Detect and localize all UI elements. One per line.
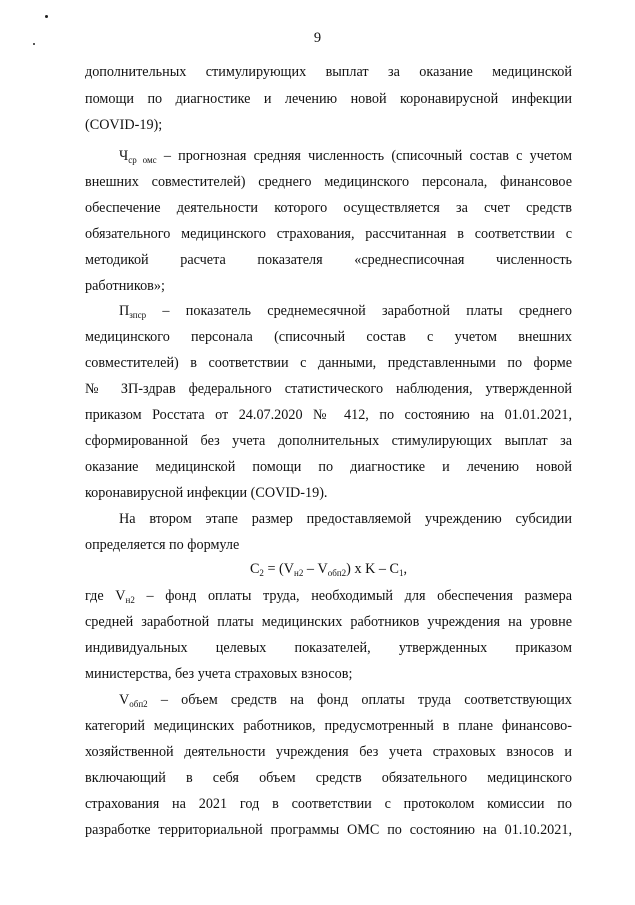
text-line: На втором этапе размер предоставляемой учреждению субсидии [119,511,572,527]
text-line: $Ч_{ср омс}$ – прогнозная средняя численность (списочный состав с учетом [119,148,572,165]
text-line: хозяйственной деятельности учреждения без учета страховых взносов и [85,744,572,760]
text-line: средней заработной платы медицинских работников учреждения на уровне [85,614,572,630]
text-line: оказание медицинской помощи по диагностике и лечению новой [85,459,572,475]
text-line: обеспечение деятельности которого осуществляется за счет средств [85,200,572,216]
formula: $C_2 = (V_{н2} - V_{обп2})$ x K – $C_1$, [249,561,408,578]
text-line: обязательного медицинского страхования, рассчитанная в соответствии с [85,226,572,242]
text-line: приказом Росстата от 24.07.2020 № 412, по состоянию на 01.01.2021, [85,407,572,423]
text-line: № ЗП-здрав федерального статистического наблюдения, утвержденной [85,381,572,397]
text-line: работников»; [85,278,165,294]
text-line: сформированной без учета дополнительных стимулирующих выплат за [85,433,572,449]
text-line: совместителей) в соответствии с данными, представленными по форме [85,355,572,371]
text-line: коронавирусной инфекции (COVID-19). [85,485,328,501]
page-number: 9 [313,30,322,46]
text-line: определяется по формуле [85,537,240,553]
text-line: индивидуальных целевых показателей, утвержденных приказом [85,640,572,656]
text-line: страхования на 2021 год в соответствии с протоколом комиссии по [85,796,572,812]
text-line: где $V_{н2}$ – фонд оплаты труда, необходимый для обеспечения размера [85,588,572,605]
text-line: разработке территориальной программы ОМС по состоянию на 01.10.2021, [85,822,572,838]
text-line: медицинского персонала (списочный состав с учетом внешних [85,329,572,345]
text-line: (COVID-19); [85,117,163,133]
text-line: помощи по диагностике и лечению новой коронавирусной инфекции [85,91,572,107]
text-line: категорий медицинских работников, предусмотренный в плане финансово- [85,718,572,734]
scan-speck [45,15,48,18]
text-line: включающий в себя объем средств обязательного медицинского [85,770,572,786]
text-line: внешних совместителей) среднего медицинского персонала, финансовое [85,174,572,190]
text-line: $П_{зпср}$ – показатель среднемесячной заработной платы среднего [119,303,572,320]
text-line: $V_{обп2}$ – объем средств на фонд оплаты труда соответствующих [119,692,572,709]
text-line: дополнительных стимулирующих выплат за оказание медицинской [85,64,572,80]
text-line: методикой расчета показателя «среднесписочная численность [85,252,572,268]
text-line: министерства, без учета страховых взносов; [85,666,353,682]
